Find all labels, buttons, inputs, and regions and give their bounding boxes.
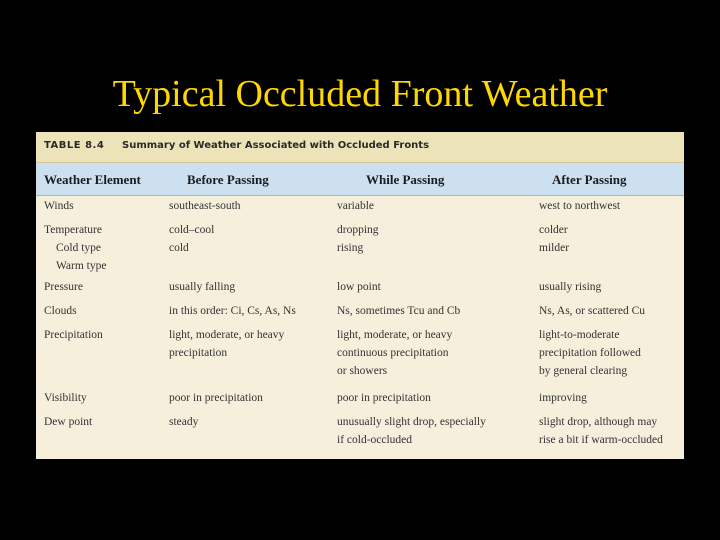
cell-line: dropping xyxy=(337,224,379,236)
table-label: TABLE 8.4 xyxy=(44,140,105,151)
cell-line: Visibility xyxy=(44,392,87,404)
before-passing-cell xyxy=(169,302,296,320)
while-passing-cell xyxy=(337,413,486,449)
weather-element-cell xyxy=(44,197,74,215)
cell-line: usually falling xyxy=(169,281,236,293)
cell-line: poor in precipitation xyxy=(337,392,431,404)
cell-line: steady xyxy=(169,416,199,428)
cell-line: low point xyxy=(337,281,381,293)
cell-line: cold xyxy=(169,242,189,254)
cell-line: rising xyxy=(337,242,364,254)
cell-line: Dew point xyxy=(44,416,93,428)
cell-line: Ns, As, or scattered Cu xyxy=(539,305,646,317)
weather-element-cell xyxy=(44,326,103,344)
cell-line: precipitation followed xyxy=(539,347,641,359)
cell-line: by general clearing xyxy=(539,365,628,377)
table-caption-text: Summary of Weather Associated with Occluded Fronts xyxy=(122,140,430,151)
cell-line: poor in precipitation xyxy=(169,392,263,404)
cell-line: light, moderate, or heavy xyxy=(169,329,285,341)
before-passing-cell xyxy=(169,197,241,215)
cell-line: or showers xyxy=(337,365,388,377)
cell-line: slight drop, although may xyxy=(539,416,658,428)
cell-line: unusually slight drop, especially xyxy=(337,416,486,428)
table-caption xyxy=(36,132,684,163)
cell-line: Precipitation xyxy=(44,329,103,341)
cell-line: if cold-occluded xyxy=(337,434,413,446)
after-passing-cell xyxy=(539,278,601,296)
cell-line: Cold type xyxy=(56,242,102,254)
weather-element-cell xyxy=(44,413,92,431)
while-passing-cell xyxy=(337,221,379,257)
after-passing-cell xyxy=(539,221,569,257)
cell-line: in this order: Ci, Cs, As, Ns xyxy=(169,305,296,317)
cell-line: continuous precipitation xyxy=(337,347,449,359)
header-weather-element: Weather Element xyxy=(44,172,141,187)
cell-line: colder xyxy=(539,224,568,236)
header-before-passing: Before Passing xyxy=(187,172,269,187)
before-passing-cell xyxy=(169,326,284,362)
weather-element-cell xyxy=(44,389,87,407)
before-passing-cell xyxy=(169,413,198,431)
cell-line: Temperature xyxy=(44,224,102,236)
cell-line: milder xyxy=(539,242,570,254)
header-after-passing: After Passing xyxy=(552,172,627,187)
cell-line: improving xyxy=(539,392,587,404)
cell-line: cold–cool xyxy=(169,224,215,236)
cell-line: light-to-moderate xyxy=(539,329,620,341)
weather-element-cell xyxy=(44,302,77,320)
before-passing-cell xyxy=(169,221,214,257)
cell-line: Clouds xyxy=(44,305,77,317)
weather-table xyxy=(36,132,684,459)
before-passing-cell xyxy=(169,389,263,407)
after-passing-cell xyxy=(539,197,620,215)
while-passing-cell xyxy=(337,197,374,215)
cell-line: southeast-south xyxy=(169,200,241,212)
cell-line: rise a bit if warm-occluded xyxy=(539,434,663,446)
weather-element-cell xyxy=(44,221,107,275)
cell-line: precipitation xyxy=(169,347,228,359)
cell-line: Ns, sometimes Tcu and Cb xyxy=(337,305,461,317)
cell-line: Warm type xyxy=(56,260,107,272)
cell-line: Winds xyxy=(44,200,74,212)
cell-line: usually rising xyxy=(539,281,602,293)
while-passing-cell xyxy=(337,326,452,380)
while-passing-cell xyxy=(337,302,460,320)
while-passing-cell xyxy=(337,389,431,407)
before-passing-cell xyxy=(169,278,235,296)
table-header xyxy=(36,163,684,196)
cell-line: Pressure xyxy=(44,281,83,293)
after-passing-cell xyxy=(539,326,641,380)
weather-element-cell xyxy=(44,278,83,296)
header-while-passing: While Passing xyxy=(366,172,445,187)
after-passing-cell xyxy=(539,389,587,407)
cell-line: variable xyxy=(337,200,375,212)
after-passing-cell xyxy=(539,413,663,449)
after-passing-cell xyxy=(539,302,645,320)
slide-title: Typical Occluded Front Weather xyxy=(112,73,608,115)
cell-line: light, moderate, or heavy xyxy=(337,329,453,341)
while-passing-cell xyxy=(337,278,381,296)
cell-line: west to northwest xyxy=(539,200,621,212)
